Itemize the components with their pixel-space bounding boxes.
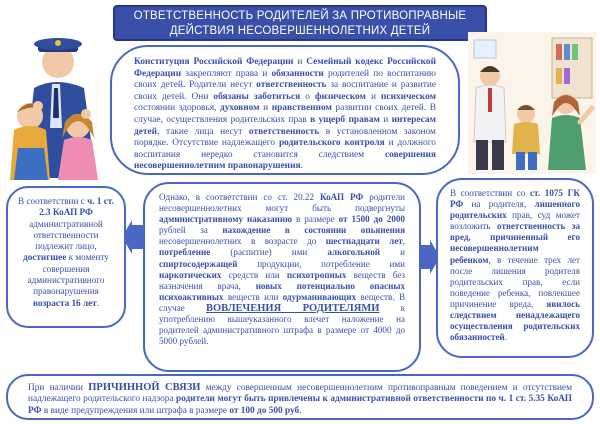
mid-bold: административному наказанию (159, 214, 293, 225)
mid-text: несовершеннолетних в возрасте до (159, 236, 326, 247)
intro-bold: совершения несовершеннолетним правонарушения (134, 149, 436, 172)
age-liability-block (6, 186, 126, 328)
right-bold: ответственность за вред, причиненный его несовершеннолетним ребенком (450, 221, 580, 265)
intro-bold: в ущерб правам (310, 114, 380, 125)
intro-text: и (365, 91, 382, 102)
mid-text: рублей за (159, 225, 223, 236)
left-age: возраста 16 лет (32, 297, 97, 308)
mid-bold: одурманивающих (282, 291, 357, 302)
intro-text: и должного воспитания нередко становится следствием (134, 138, 436, 160)
mid-bold: нахождение в состоянии опьянения (222, 225, 405, 236)
intro-text: состоянии здоровья, (134, 103, 220, 114)
intro-bold: нравственном (271, 103, 332, 114)
right-text: прав, суд может возложить (450, 210, 580, 232)
mid-text: (распитие) ими (210, 247, 328, 258)
intro-text: и (379, 114, 392, 125)
left-text: административной ответственности подлежит лицо, (29, 218, 103, 252)
mid-text: родители несовершеннолетних могут быть подвергнуты (159, 192, 405, 214)
intro-text: о (300, 91, 315, 102)
intro-text: развитии своих детей. В случае, осуществления родительских прав (134, 103, 436, 125)
intro-bold: духовном (219, 103, 260, 114)
bottom-text: в виде предупреждения или штрафа в размере (41, 405, 230, 416)
mid-bold: алкогольной (327, 247, 381, 258)
police-officer-children-illustration (4, 18, 108, 180)
mid-text: средств или (221, 269, 287, 280)
intro-bold: обязанности (271, 68, 324, 79)
intro-bold: родительского контроля (278, 138, 385, 149)
mid-bold: КоАП РФ (319, 192, 364, 202)
bottom-bold: родители могут быть привлечены к административной ответственности по ч. 1 ст. 5.35 КоАП РФ (28, 394, 572, 416)
mid-text: в размере (292, 214, 339, 225)
mid-bold: потребление (159, 247, 211, 258)
right-bold: лишенного родительских (450, 199, 580, 221)
mid-text: веществ. В случае (159, 291, 406, 313)
mid-text: и (380, 247, 405, 258)
left-article: ч. 1 ст. 2.3 КоАП РФ (39, 196, 114, 218)
right-text: , в течение трех лет после лишения родителя родительских прав, если поведение ребенка, повлекшее причинение вреда, (450, 254, 580, 309)
right-text: . (504, 332, 508, 343)
intro-bold: психическом (381, 91, 436, 102)
mid-involvement: ВОВЛЕЧЕНИЯ РОДИТЕЛЯМИ (205, 302, 380, 314)
intro-text: в установленном законом порядке. Отсутствие надлежащего (134, 126, 436, 149)
mid-bold: спиртосодержащей (159, 258, 238, 269)
intro-text: и (293, 57, 307, 67)
right-text: В соответствии со (450, 188, 531, 198)
left-bold: достигшее (23, 252, 67, 263)
title-line-2: ДЕЙСТВИЯ НЕСОВЕРШЕННОЛЕТНИХ ДЕТЕЙ (169, 25, 431, 37)
bottom-text: между совершенным несовершеннолетним противоправным поведением и отсутствием надлежащего родительского надзора (28, 383, 572, 405)
bottom-text: . (299, 405, 302, 416)
intro-text: закрепляют права и (181, 68, 272, 79)
intro-text-block (110, 45, 460, 175)
bottom-text: При наличии (28, 383, 89, 393)
intro-text: за воспитание и развитие своих детей. Они (134, 80, 436, 102)
intro-text: и (259, 103, 272, 114)
intoxication-fine-block (143, 182, 421, 372)
mid-bold: от 1500 до 2000 (338, 214, 405, 225)
intro-bold: ответственность (248, 126, 320, 137)
mid-bold: психотропных (286, 269, 347, 280)
mid-text: Однако, в соответствии со ст. 20.22 (159, 192, 320, 202)
family-scene-illustration (468, 32, 596, 174)
bottom-causal: ПРИЧИННОЙ СВЯЗИ (88, 382, 201, 393)
left-text: В соответствии с (18, 196, 88, 206)
intro-bold: интересам детей (134, 114, 436, 137)
intro-bold: обязаны заботиться (213, 91, 301, 102)
intro-text: , такие лица несут (157, 126, 249, 137)
mid-text: продукции, потребление ими (237, 258, 405, 269)
intro-text: . (300, 161, 303, 172)
left-text: к моменту совершения административного правонарушения (27, 252, 109, 297)
intro-text: родителей по воспитанию своих детей. Родители несут (134, 68, 436, 91)
intro-bold: физическом (314, 91, 366, 102)
mid-text: , (402, 236, 405, 247)
mid-text: веществ или (223, 291, 283, 302)
left-text: . (96, 297, 99, 308)
right-text: на родителя, (463, 199, 535, 210)
intro-constitution: Конституция Российской Федерации (134, 57, 294, 67)
mid-bold: шестнадцати лет (325, 236, 403, 247)
title-line-1: ОТВЕТСТВЕННОСТЬ РОДИТЕЛЕЙ ЗА ПРОТИВОПРАВНЫЕ (133, 10, 467, 22)
mid-bold: наркотических (159, 269, 222, 280)
civil-liability-block (436, 178, 594, 358)
right-bold: явилось следствием ненадлежащего осуществления родительских обязанностей (450, 298, 580, 343)
mid-text: веществ без назначения врача, (159, 269, 405, 291)
mid-bold: новых потенциально опасных психоактивных (159, 280, 405, 302)
intro-family-code: Семейный кодекс Российской Федерации (134, 57, 436, 79)
causal-link-block (6, 374, 594, 420)
page-title (113, 5, 487, 41)
intro-bold: ответственность (256, 80, 327, 91)
bottom-fine: от 100 до 500 руб (229, 405, 300, 416)
mid-text: к употреблению вышеуказанного влечет наложение на родителей административного штрафа в размере от 4000 до 5000 рублей. (159, 302, 405, 347)
right-article: ст. 1075 ГК РФ (450, 188, 580, 210)
